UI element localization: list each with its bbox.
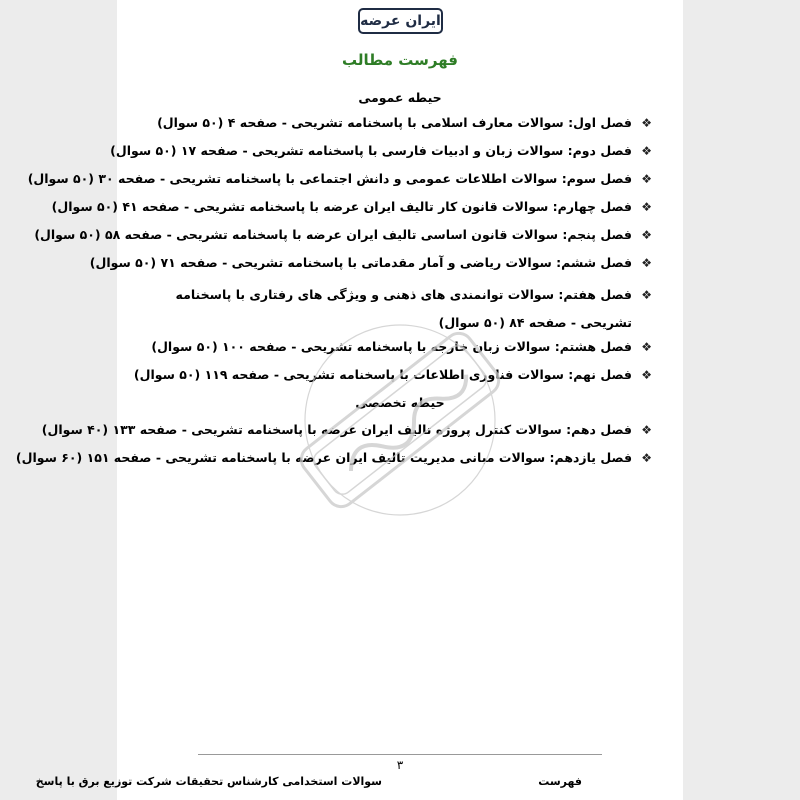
bullet-icon: ❖ (641, 228, 652, 242)
footer-section-label: فهرست (538, 775, 582, 788)
toc-entry-text: فصل دوم: سوالات زبان و ادبیات فارسی با پاسخنامه تشریحی - صفحه ۱۷ (۵۰ سوال) (110, 143, 632, 158)
bullet-icon: ❖ (641, 340, 652, 354)
bullet-icon: ❖ (641, 172, 652, 186)
footer-divider (198, 754, 602, 755)
bullet-icon: ❖ (641, 200, 652, 214)
bullet-icon: ❖ (641, 368, 652, 382)
toc-entry-text: فصل نهم: سوالات فناوری اطلاعات با پاسخنامه تشریحی - صفحه ۱۱۹ (۵۰ سوال) (133, 367, 632, 382)
toc-entry-text: فصل یازدهم: سوالات مبانی مدیریت تالیف ایران عرضه با پاسخنامه تشریحی - صفحه ۱۵۱ (۶۰ سوال) (15, 450, 632, 465)
brand-logo (358, 8, 443, 34)
bullet-icon: ❖ (641, 423, 652, 437)
toc-entry[interactable] (15, 448, 652, 468)
bullet-icon: ❖ (641, 256, 652, 270)
toc-entry-text: فصل هشتم: سوالات زبان خارجه با پاسخنامه تشریحی - صفحه ۱۰۰ (۵۰ سوال) (151, 339, 632, 354)
section-title-general: حیطه عمومی (358, 90, 442, 105)
toc-entry[interactable] (151, 337, 652, 357)
toc-entry[interactable] (133, 365, 652, 385)
toc-entry[interactable] (152, 281, 652, 337)
logo-text: ایران عرضه (360, 13, 441, 29)
toc-entry[interactable] (152, 113, 652, 133)
bullet-icon: ❖ (641, 144, 652, 158)
bullet-icon: ❖ (641, 116, 652, 130)
toc-title: فهرست مطالب (342, 51, 458, 69)
toc-entry[interactable] (34, 225, 652, 245)
section-title-specialized: حیطه تخصصی (355, 395, 445, 410)
toc-entry[interactable] (110, 141, 652, 161)
page-number: ۳ (396, 758, 404, 772)
footer-book-title: سوالات استخدامی کارشناس تحقیقات شرکت توزیع برق با پاسخ (35, 775, 382, 788)
bullet-icon: ❖ (641, 451, 652, 465)
toc-entry-text: فصل هفتم: سوالات توانمندی های ذهنی و ویژگی های رفتاری با پاسخنامه تشریحی - صفحه ۸۴ (۵۰ سوال) (175, 287, 632, 330)
toc-entry[interactable] (51, 197, 652, 217)
toc-entry-text: فصل پنجم: سوالات قانون اساسی تالیف ایران عرضه با پاسخنامه تشریحی - صفحه ۵۸ (۵۰ سوال) (34, 227, 632, 242)
toc-entry[interactable] (89, 253, 652, 273)
toc-entry[interactable] (27, 169, 652, 189)
toc-entry[interactable] (41, 420, 652, 440)
toc-entry-text: فصل دهم: سوالات کنترل پروژه تالیف ایران عرضه با پاسخنامه تشریحی - صفحه ۱۳۳ (۴۰ سوال) (41, 422, 632, 437)
toc-entry-text: فصل سوم: سوالات اطلاعات عمومی و دانش اجتماعی با پاسخنامه تشریحی - صفحه ۳۰ (۵۰ سوال) (27, 171, 632, 186)
toc-entry-text: فصل چهارم: سوالات قانون کار تالیف ایران عرضه با پاسخنامه تشریحی - صفحه ۴۱ (۵۰ سوال) (51, 199, 632, 214)
toc-entry-text: فصل ششم: سوالات ریاضی و آمار مقدماتی با پاسخنامه تشریحی - صفحه ۷۱ (۵۰ سوال) (89, 255, 632, 270)
bullet-icon: ❖ (641, 288, 652, 302)
toc-entry-text: فصل اول: سوالات معارف اسلامی با پاسخنامه تشریحی - صفحه ۴ (۵۰ سوال) (157, 115, 632, 130)
